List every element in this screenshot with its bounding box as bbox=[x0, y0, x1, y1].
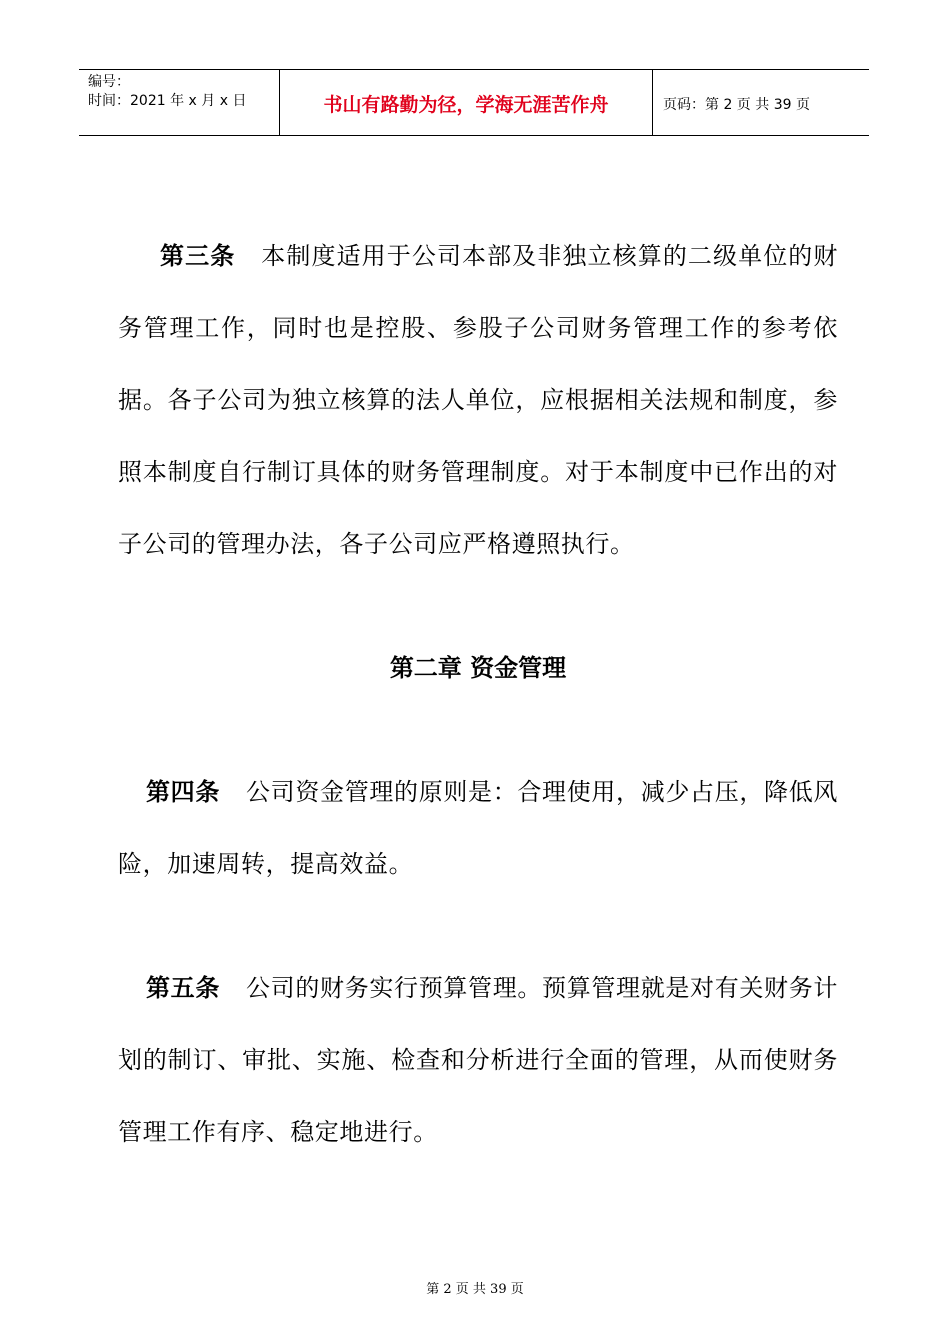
page-header bbox=[79, 69, 869, 136]
header-page-number: 页码：第 2 页 共 39 页 bbox=[663, 96, 810, 113]
chapter-heading: 第二章 资金管理 bbox=[389, 654, 567, 682]
article-3-label: 第三条 bbox=[160, 242, 236, 270]
article-3 bbox=[118, 220, 838, 580]
page-footer: 第 2 页 共 39 页 bbox=[426, 1282, 524, 1297]
article-3-text: 本制度适用于公司本部及非独立核算的二级单位的财务管理工作，同时也是控股、参股子公司财务管理工作的参考依据。各子公司为独立核算的法人单位，应根据相关法规和制度，参照本制度自行制订具体的财务管理制度。对于本制度中已作出的对子公司的管理办法，各子公司应严格遵照执行。 bbox=[118, 242, 838, 558]
article-4-label: 第四条 bbox=[146, 778, 221, 806]
header-info bbox=[79, 70, 280, 135]
article-5-text: 公司的财务实行预算管理。预算管理就是对有关财务计划的制订、审批、实施、检查和分析进行全面的管理，从而使财务管理工作有序、稳定地进行。 bbox=[118, 974, 838, 1146]
document-date-label: 时间：2021 年 x 月 x 日 bbox=[88, 93, 247, 109]
article-4-text: 公司资金管理的原则是：合理使用，减少占压，降低风险，加速周转，提高效益。 bbox=[118, 778, 838, 878]
article-5-label: 第五条 bbox=[146, 974, 221, 1002]
document-body bbox=[118, 220, 838, 1168]
article-5 bbox=[118, 952, 838, 1168]
article-4 bbox=[118, 756, 838, 900]
header-motto: 书山有路勤为径，学海无涯苦作舟 bbox=[280, 70, 653, 135]
document-number-label: 编号： bbox=[88, 74, 130, 90]
